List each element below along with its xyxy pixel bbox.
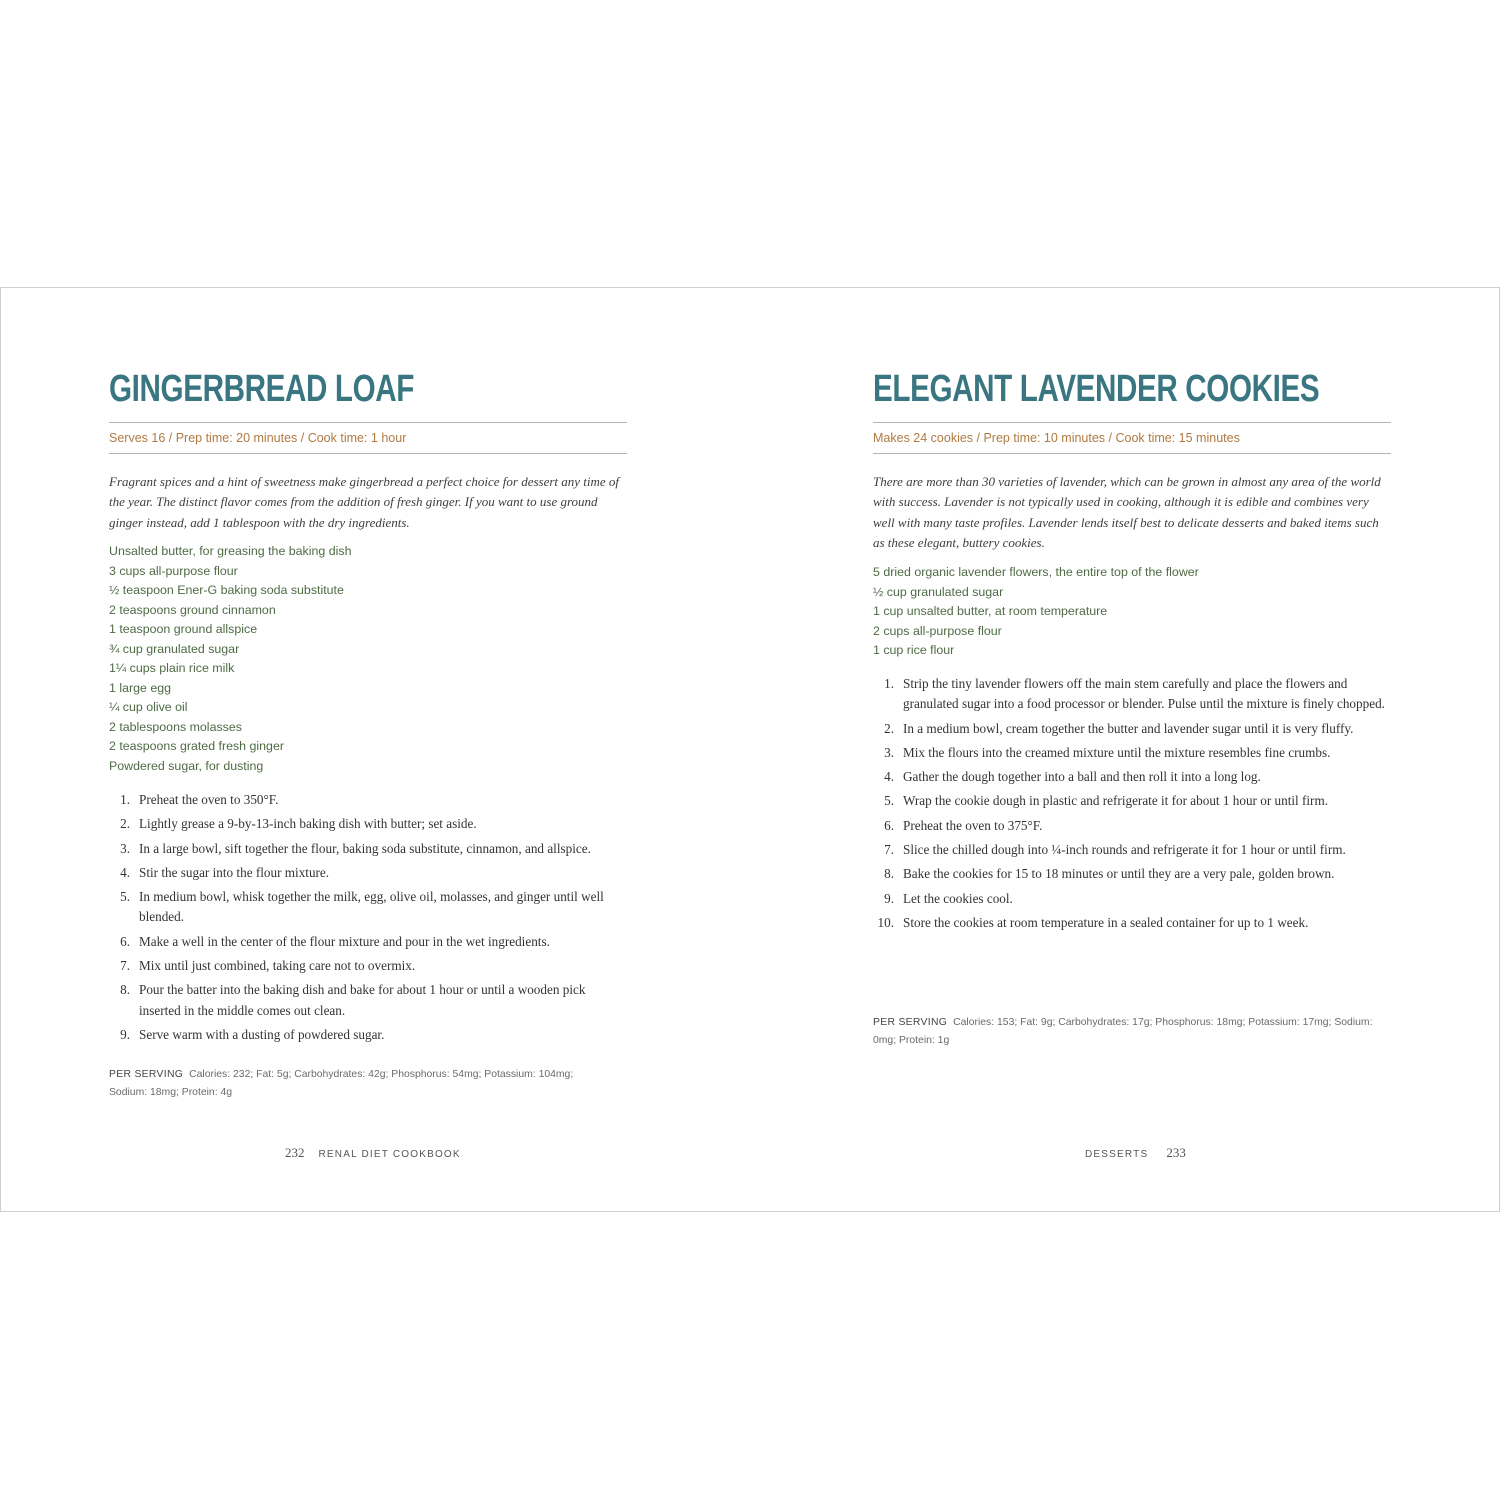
instruction-step <box>109 863 627 883</box>
instruction-list <box>873 674 1391 937</box>
ingredient-item: ¼ cup olive oil <box>109 700 188 714</box>
ingredient-item: Powdered sugar, for dusting <box>109 758 264 773</box>
ingredient-item: 1¼ cups plain rice milk <box>109 661 235 675</box>
instruction-step <box>873 864 1391 884</box>
nutrition-info <box>873 1014 1373 1049</box>
page-number: 233 <box>1166 1145 1186 1160</box>
nutrition-label: PER SERVING <box>109 1069 184 1080</box>
step-text: Lightly grease a 9-by-13-inch baking dish with butter; set aside. <box>139 816 477 832</box>
step-text: Pour the batter into the baking dish and bake for about 1 hour or until a wooden pick inserted in the middle comes out clean. <box>139 982 586 1018</box>
step-text: In medium bowl, whisk together the milk, egg, olive oil, molasses, and ginger until well blended. <box>139 889 604 925</box>
step-text: In a medium bowl, cream together the butter and lavender sugar until it is very fluffy. <box>903 720 1354 736</box>
step-text: Stir the sugar into the flour mixture. <box>139 864 330 880</box>
instruction-step <box>109 956 627 976</box>
ingredient-item: 5 dried organic lavender flowers, the entire top of the flower <box>873 565 1199 579</box>
ingredient-item: 2 cups all-purpose flour <box>873 623 1002 638</box>
step-number: 3. <box>884 744 894 760</box>
right-page <box>873 288 1393 1211</box>
instruction-step <box>873 719 1391 739</box>
step-number: 4. <box>120 864 130 880</box>
step-text: Mix the flours into the creamed mixture until the mixture resembles fine crumbs. <box>903 744 1331 760</box>
step-text: Store the cookies at room temperature in a sealed container for up to 1 week. <box>903 914 1309 930</box>
step-number: 1. <box>884 676 894 691</box>
recipe-intro: Fragrant spices and a hint of sweetness make gingerbread a perfect choice for dessert any time of the year. The distinct flavor comes from the addition of fresh ginger. If you want to use ground ginger instead, add 1 tablespoon with the dry ingredients. <box>109 474 620 530</box>
step-number: 4. <box>884 769 894 785</box>
step-text: Serve warm with a dusting of powdered sugar. <box>139 1026 385 1042</box>
ingredient-item: 1 large egg <box>109 680 172 695</box>
instruction-step <box>109 839 627 859</box>
step-number: 6. <box>884 817 894 833</box>
nutrition-info <box>109 1066 609 1101</box>
step-number: 2. <box>120 816 130 832</box>
ingredient-item: 2 teaspoons grated fresh ginger <box>109 739 284 753</box>
step-text: Gather the dough together into a ball and then roll it into a long log. <box>903 769 1261 785</box>
step-number: 7. <box>884 842 894 858</box>
recipe-intro: There are more than 30 varieties of lavender, which can be grown in almost any area of the world with success. Lavender is not typically used in cooking, although it is edible and combines very well with many taste profiles. Lavender lends itself best to delicate desserts and baked items such as these elegant, buttery cookies. <box>873 474 1381 550</box>
step-number: 1. <box>120 792 130 807</box>
instruction-step <box>109 932 627 952</box>
ingredient-item: ¾ cup granulated sugar <box>109 641 240 656</box>
instruction-step <box>109 790 627 810</box>
step-text: Preheat the oven to 375°F. <box>903 817 1043 833</box>
instruction-step <box>873 840 1391 860</box>
instruction-step <box>873 767 1391 787</box>
page-footer <box>1085 1145 1186 1163</box>
step-number: 9. <box>884 890 894 906</box>
ingredient-item: 1 cup rice flour <box>873 643 955 657</box>
ingredient-item: 1 cup unsalted butter, at room temperature <box>873 604 1108 618</box>
page-number: 232 <box>285 1145 305 1160</box>
instruction-step <box>873 889 1391 909</box>
running-head: RENAL DIET COOKBOOK <box>318 1149 461 1160</box>
step-number: 2. <box>884 720 894 736</box>
step-text: Slice the chilled dough into ¼-inch rounds and refrigerate it for 1 hour or until firm. <box>903 842 1346 858</box>
recipe-meta: Serves 16 / Prep time: 20 minutes / Cook time: 1 hour <box>109 422 627 454</box>
step-text: Strip the tiny lavender flowers off the main stem carefully and place the flowers and granulated sugar into a food processor or blender. Pulse until the mixture is finely chopped. <box>903 676 1385 712</box>
ingredient-list <box>873 563 1199 661</box>
nutrition-values: Calories: 153; Fat: 9g; Carbohydrates: 17g; Phosphorus: 18mg; Potassium: 17mg; Sodium: 0mg; Protein: 1g <box>873 1017 1373 1046</box>
recipe-meta: Makes 24 cookies / Prep time: 10 minutes / Cook time: 15 minutes <box>873 422 1391 454</box>
step-number: 9. <box>120 1026 130 1042</box>
instruction-step <box>109 887 627 928</box>
step-number: 10. <box>877 914 894 930</box>
step-number: 3. <box>120 840 130 856</box>
ingredient-item: ½ cup granulated sugar <box>873 584 1004 599</box>
step-number: 8. <box>884 866 894 882</box>
ingredient-item: 1 teaspoon ground allspice <box>109 622 258 636</box>
instruction-step <box>109 980 627 1021</box>
recipe-title: ELEGANT LAVENDER COOKIES <box>873 368 1320 410</box>
left-page <box>109 288 629 1211</box>
step-text: Let the cookies cool. <box>903 890 1013 906</box>
step-number: 5. <box>884 793 894 809</box>
instruction-step <box>873 791 1391 811</box>
step-text: Mix until just combined, taking care not to overmix. <box>139 958 416 974</box>
ingredient-item: 2 tablespoons molasses <box>109 719 242 734</box>
instruction-step <box>109 1025 627 1045</box>
step-text: Preheat the oven to 350°F. <box>139 792 279 807</box>
instruction-step <box>873 743 1391 763</box>
step-text: Bake the cookies for 15 to 18 minutes or until they are a very pale, golden brown. <box>903 866 1335 882</box>
ingredient-item: 3 cups all-purpose flour <box>109 563 238 578</box>
instruction-step <box>873 913 1391 933</box>
running-head: DESSERTS <box>1085 1149 1149 1160</box>
ingredient-item: ½ teaspoon Ener-G baking soda substitute <box>109 583 344 597</box>
step-text: In a large bowl, sift together the flour, baking soda substitute, cinnamon, and allspice. <box>139 840 591 856</box>
recipe-title: GINGERBREAD LOAF <box>109 368 414 410</box>
page-footer <box>285 1145 461 1163</box>
ingredient-item: 2 teaspoons ground cinnamon <box>109 602 276 617</box>
instruction-step <box>873 816 1391 836</box>
book-spread <box>0 287 1500 1212</box>
step-number: 7. <box>120 958 130 974</box>
step-text: Wrap the cookie dough in plastic and refrigerate it for about 1 hour or until firm. <box>903 793 1329 809</box>
ingredient-item: Unsalted butter, for greasing the baking dish <box>109 544 352 558</box>
ingredient-list <box>109 542 351 776</box>
step-number: 8. <box>120 982 130 998</box>
nutrition-label: PER SERVING <box>873 1017 948 1028</box>
instruction-step <box>109 814 627 834</box>
step-number: 6. <box>120 933 130 949</box>
nutrition-values: Calories: 232; Fat: 5g; Carbohydrates: 42g; Phosphorus: 54mg; Potassium: 104mg; Sodium: 18mg; Protein: 4g <box>109 1069 574 1098</box>
instruction-list <box>109 790 627 1049</box>
step-text: Make a well in the center of the flour mixture and pour in the wet ingredients. <box>139 933 550 949</box>
step-number: 5. <box>120 889 130 905</box>
instruction-step <box>873 674 1391 715</box>
